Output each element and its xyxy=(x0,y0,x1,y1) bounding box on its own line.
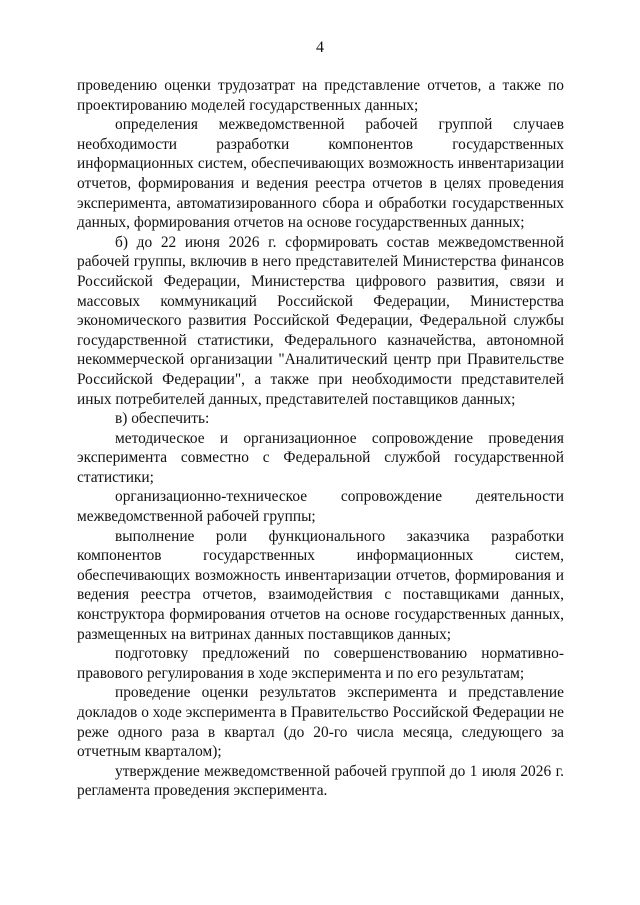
paragraph: организационно-техническое сопровождение деятельности межведомственной рабочей группы; xyxy=(77,488,564,526)
paragraph: подготовку предложений по совершенствованию нормативно-правового регулирования в ходе эксперимента и по его результатам; xyxy=(77,645,564,682)
paragraph: б) до 22 июня 2026 г. сформировать состав межведомственной рабочей группы, включив в него представителей Министерства финансов Российской Федерации, Министерства цифрового развития, связи и массовых коммуникаций Российской Федерации, Министерства экономического развития Российской Федерации, Федеральной службы государственной статистики, Федерального казначейства, автономной некоммерческой организации "Аналитический центр при Правительстве Российской Федерации", а также при необходимости представителей иных потребителей данных, представителей поставщиков данных; xyxy=(77,233,564,408)
paragraph: проведению оценки трудозатрат на представление отчетов, а также по проектированию моделей государственных данных; xyxy=(77,77,564,114)
page-number: 4 xyxy=(316,39,324,56)
paragraph: выполнение роли функционального заказчика разработки компонентов государственных информационных систем, обеспечивающих возможность инвентаризации отчетов, формирования и ведения реестра отчетов, взаимодействия с поставщиками данных, конструктора формирования отчетов на основе государственных данных, размещенных на витринах данных поставщиков данных; xyxy=(77,527,564,643)
paragraph: утверждение межведомственной рабочей группой до 1 июля 2026 г. регламента проведения эксперимента. xyxy=(77,762,564,800)
paragraph: в) обеспечить: xyxy=(115,410,210,428)
document-body xyxy=(77,76,564,801)
paragraph: определения межведомственной рабочей группой случаев необходимости разработки компонентов государственных информационных систем, обеспечивающих возможность инвентаризации отчетов, формирования и ведения реестра отчетов в целях проведения эксперимента, автоматизированного сбора и обработки государственных данных, формирования отчетов на основе государственных данных; xyxy=(77,116,564,232)
paragraph: методическое и организационное сопровождение проведения эксперимента совместно с Федеральной службой государственной статистики; xyxy=(77,429,564,486)
paragraph: проведение оценки результатов эксперимента и представление докладов о ходе эксперимента в Правительство Российской Федерации не реже одного раза в квартал (до 20-го числа месяца, следующего за отчетным кварталом); xyxy=(77,684,564,761)
